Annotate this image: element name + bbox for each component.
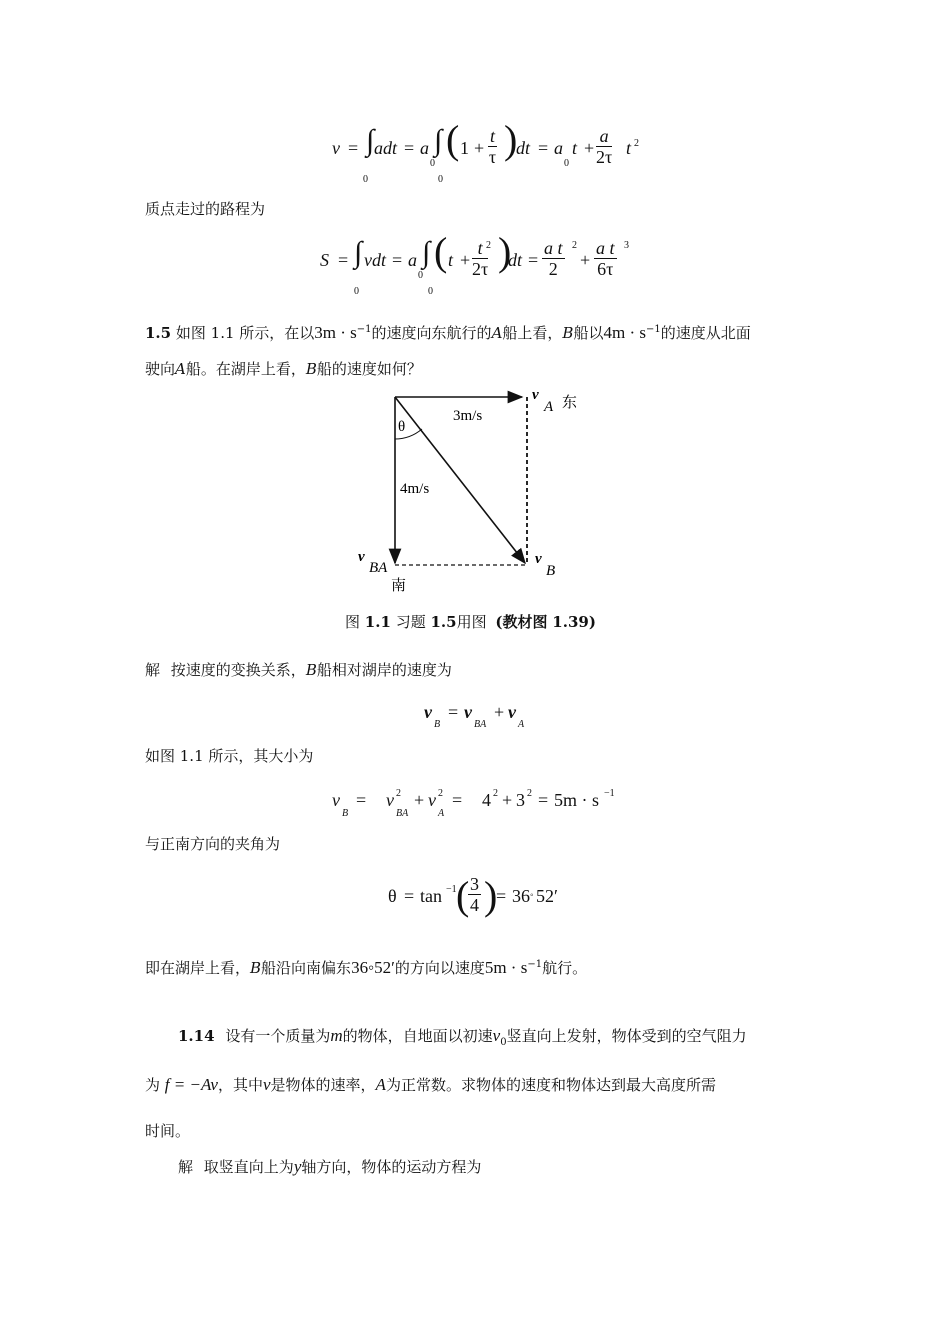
label-4ms: 4m/s <box>400 481 430 497</box>
eq1-frac2-num: a <box>596 126 612 147</box>
eq1-sup2: 2 <box>634 138 639 149</box>
eq1-integral: ∫ <box>366 124 375 157</box>
eq4-B: B <box>342 808 349 819</box>
p15-speed-a: 3m · s <box>314 323 357 342</box>
p114-e: ，其中 <box>217 1076 263 1094</box>
problem-1-14-number: 1.14 <box>178 1027 215 1045</box>
p15-text-a: 如图 1.1 所示，在以 <box>175 324 315 342</box>
solution-label: 解 <box>145 661 161 679</box>
problem-1-5-number: 1.5 <box>145 324 172 342</box>
eq1-a0: a <box>420 138 429 158</box>
eq4-A: A <box>438 808 445 819</box>
equation-magnitude: v B = v 2 BA + v 2 A = 4 2 + 3 2 = 5m · s −1 <box>332 788 615 819</box>
caption-d: 1.5 <box>430 613 457 631</box>
s4-speed: 5m · s <box>484 958 528 977</box>
p114-h: 为正常数。求物体的速度和物体达到最大高度所需 <box>385 1076 716 1094</box>
eq1-a: a <box>374 138 383 158</box>
eq3-v1: v <box>424 702 432 722</box>
eq2-sup-c: 3 <box>624 240 629 251</box>
eq5-tan: tan <box>420 886 442 906</box>
eq2-dt: dt <box>372 250 387 270</box>
eq5-theta: θ <box>388 886 397 906</box>
figure-caption <box>345 612 596 632</box>
eq2-frac3-num: a t <box>596 238 615 258</box>
equation-angle: θ = tan −1 ( $\frac{3}{4}$ ) = 36 ◦ 52′ <box>388 873 558 918</box>
p114-g: 是物体的速率， <box>270 1076 376 1094</box>
problem-1-14-line1 <box>178 1026 747 1053</box>
caption-c: 习题 <box>395 613 426 631</box>
s4-B: B <box>250 959 262 977</box>
p114-v: v <box>262 1075 271 1094</box>
p114-v0: v <box>492 1026 501 1045</box>
solution-text-b: 船相对湖岸的速度为 <box>316 661 452 679</box>
label-east: 东 <box>562 395 578 411</box>
eq3-v3: v <box>508 702 516 722</box>
eq4-result: 5m · s <box>554 790 599 810</box>
p114-jie: 解 <box>178 1158 194 1176</box>
p15-exp-b: −1 <box>645 324 661 335</box>
solution-line3: 与正南方向的夹角为 <box>145 835 281 853</box>
p15-A2: A <box>175 360 186 378</box>
caption-f: (教材图 <box>495 613 548 631</box>
solution-line2: 如图 1.1 所示，其大小为 <box>145 747 314 765</box>
label-vB: v <box>535 551 542 567</box>
p15-speed-b: 4m · s <box>603 323 646 342</box>
eq1-lim1: 0 <box>363 174 368 185</box>
s4-b: 船沿向南偏东 <box>261 959 352 977</box>
eq3-A: A <box>518 719 525 730</box>
eq1-sub0: 0 <box>430 158 435 169</box>
p114-d: 为 <box>145 1076 161 1094</box>
eq5-den: 4 <box>470 895 479 915</box>
label-theta: θ <box>398 419 406 435</box>
p15-text-g: 船。在湖岸上看， <box>185 360 306 378</box>
eq2-sup-b: 2 <box>572 240 577 251</box>
equation-path: S = ∫ vdt = a 0 ∫ ( t + $\frac{t}{2\tau}$ 2 ) dt = $\frac{\text{a t}}{2}$ 2 + $\frac{\text{a t}}{6\tau}$ 3 0 0 <box>320 229 629 297</box>
eq1-t2: t <box>626 138 632 158</box>
equation-vector-sum: v B = v BA + v A <box>424 702 525 730</box>
eq3-B: B <box>434 719 441 730</box>
p114-feq: = −Av <box>169 1075 218 1094</box>
eq1-a0b: a <box>554 138 563 158</box>
solution-text-a: 按速度的变换关系， <box>170 661 306 679</box>
label-south: 南 <box>391 578 407 594</box>
label-vBA: v <box>358 549 365 565</box>
label-vBA-sub: BA <box>369 560 388 576</box>
eq1-one: 1 <box>460 138 469 158</box>
eq1-rhs-t: t <box>572 138 578 158</box>
eq1-frac-num: t <box>490 126 496 146</box>
eq4-four: 4 <box>482 790 491 810</box>
eq4-v3: v <box>428 790 436 810</box>
eq1-plus2: + <box>584 138 595 158</box>
p114-c: 竖直向上发射，物体受到的空气阻力 <box>506 1027 747 1045</box>
eq5-num: 3 <box>470 874 479 894</box>
label-3ms: 3m/s <box>453 408 483 424</box>
problem-1-14-line2 <box>145 1075 716 1095</box>
label-vB-sub: B <box>546 563 556 579</box>
eq1-dt2: dt <box>516 138 531 158</box>
p114-v0sub: 0 <box>500 1037 507 1048</box>
p114-b: 的物体，自地面以初速 <box>342 1027 493 1045</box>
p15-B2: B <box>305 360 317 378</box>
eq3-v2: v <box>464 702 472 722</box>
eq2-lhs: S <box>320 250 329 270</box>
eq4-v: v <box>332 790 340 810</box>
p15-text-e: 的速度从北面 <box>660 324 751 342</box>
label-vA: v <box>532 387 539 403</box>
solution-line1 <box>145 660 452 680</box>
p15-B: B <box>562 324 574 342</box>
solution-B: B <box>305 661 317 679</box>
eq2-sup-a: 2 <box>486 240 491 251</box>
problem-1-5-line2 <box>145 359 422 379</box>
text-path: 质点走过的路程为 <box>145 200 266 218</box>
p15-text-f: 驶向 <box>145 360 176 378</box>
eq4-three: 3 <box>516 790 525 810</box>
caption-g: 1.39) <box>552 613 596 631</box>
eq2-v: v <box>364 250 372 270</box>
eq1-frac2-den: 2τ <box>596 147 613 167</box>
s4-a: 即在湖岸上看， <box>145 959 251 977</box>
eq1-lhs: v <box>332 138 340 158</box>
eq5-min: 52′ <box>536 886 558 906</box>
eq4-v2: v <box>386 790 394 810</box>
eq2-frac3-den: 6τ <box>597 259 614 279</box>
caption-b: 1.1 <box>364 613 391 631</box>
p114-j: 轴方向，物体的运动方程为 <box>301 1158 482 1176</box>
caption-a: 图 <box>345 613 361 631</box>
problem-1-5-line1 <box>145 320 751 343</box>
eq1-lim2: 0 <box>438 174 443 185</box>
p15-text-b: 的速度向东航行的 <box>371 324 492 342</box>
eq2-frac1-num: t <box>472 238 488 259</box>
eq1-sub0b: 0 <box>564 158 569 169</box>
eq1-integral2: ∫ <box>434 124 443 157</box>
equation-velocity: v = ∫ adt = a 0 ∫ ( 1 + $\frac{t}{\tau}$ ) dt = a 0 t + $\frac{a}{2\tau}$ t 2 0 0 <box>332 117 639 185</box>
p114-m: m <box>330 1026 343 1045</box>
problem-1-14-line4 <box>178 1157 481 1177</box>
p114-a: 设有一个质量为 <box>225 1027 331 1045</box>
p15-text-h: 船的速度如何？ <box>316 360 422 378</box>
eq5-deg: ◦ <box>530 890 534 901</box>
p15-text-d: 船以 <box>573 324 604 342</box>
eq4-BA: BA <box>396 808 409 819</box>
solution-line4: 即在湖岸上看，B船沿向南偏东36◦52′的方向以速度$5m \cdot s^{-1}$航行。 <box>145 958 588 977</box>
p114-y: y <box>293 1157 302 1176</box>
p114-f: f <box>164 1075 170 1094</box>
eq1-eq: = <box>348 138 359 158</box>
problem-1-14-line3: 时间。 <box>145 1122 191 1140</box>
eq2-frac1-den: 2τ <box>472 259 489 279</box>
eq2-frac2-num: a t <box>544 238 563 258</box>
p15-A: A <box>491 324 503 342</box>
p15-text-c: 船上看， <box>502 324 563 342</box>
eq5-result: 36 <box>512 886 530 906</box>
p15-exp-a: −1 <box>356 324 372 335</box>
eq2-frac2-den: 2 <box>548 259 558 279</box>
s4-c: 的方向以速度 <box>394 959 485 977</box>
label-vA-sub: A <box>544 399 554 415</box>
eq1-plus: + <box>474 138 485 158</box>
eq1-dt: dt <box>383 138 398 158</box>
s4-d: 航行。 <box>542 959 588 977</box>
p114-i: 取竖直向上为 <box>203 1158 294 1176</box>
s4-angle: 36◦52′ <box>351 958 395 977</box>
velocity-diagram <box>340 385 600 600</box>
eq1-frac-den: τ <box>488 147 497 167</box>
p114-A: A <box>375 1075 386 1094</box>
eq3-BA: BA <box>474 719 487 730</box>
caption-e: 用图 <box>456 613 487 631</box>
